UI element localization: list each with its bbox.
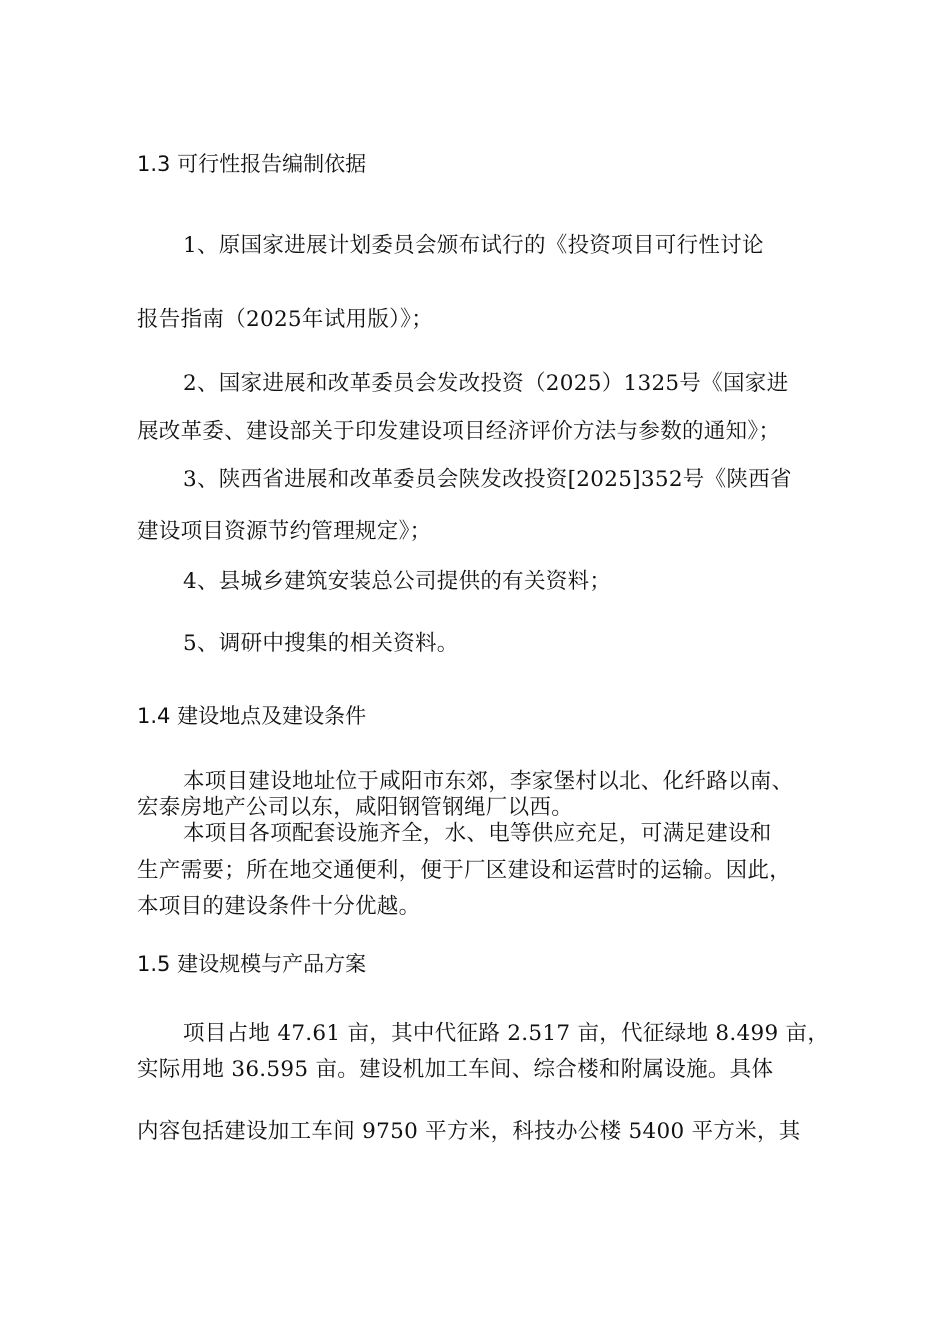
basis-item-2-line-1: 2、国家进展和改革委员会发改投资（2025）1325号《国家进 xyxy=(183,371,789,396)
location-para-2-line-3: 本项目的建设条件十分优越。 xyxy=(137,894,421,919)
basis-item-3-line-2: 建设项目资源节约管理规定》； xyxy=(137,519,432,544)
basis-item-3-line-1: 3、陕西省进展和改革委员会陕发改投资[2025]352号《陕西省 xyxy=(183,467,792,492)
scale-para-line-2: 实际用地 36.595 亩。建设机加工车间、综合楼和附属设施。具体 xyxy=(137,1057,774,1082)
scale-para-line-3: 内容包括建设加工车间 9750 平方米，科技办公楼 5400 平方米，其 xyxy=(137,1119,801,1144)
basis-item-1-line-1: 1、原国家进展计划委员会颁布试行的《投资项目可行性讨论 xyxy=(183,233,764,258)
basis-item-2-line-2: 展改革委、建设部关于印发建设项目经济评价方法与参数的通知》； xyxy=(137,419,781,444)
section-heading-1-5: 1.5 建设规模与产品方案 xyxy=(137,952,367,976)
location-para-1-line-2: 宏泰房地产公司以东，咸阳钢管钢绳厂以西。 xyxy=(137,795,574,820)
location-para-2-line-2: 生产需要；所在地交通便利，便于厂区建设和运营时的运输。因此， xyxy=(137,858,792,883)
location-para-2-line-1: 本项目各项配套设施齐全，水、电等供应充足，可满足建设和 xyxy=(183,821,772,846)
basis-item-1-line-2: 报告指南（2025年试用版）》； xyxy=(137,307,434,332)
scale-para-line-1: 项目占地 47.61 亩，其中代征路 2.517 亩，代征绿地 8.499 亩， xyxy=(183,1021,830,1046)
section-heading-1-3: 1.3 可行性报告编制依据 xyxy=(137,152,367,176)
section-heading-1-4: 1.4 建设地点及建设条件 xyxy=(137,704,367,728)
basis-item-4: 4、县城乡建筑安装总公司提供的有关资料； xyxy=(183,569,612,594)
basis-item-5: 5、调研中搜集的相关资料。 xyxy=(183,631,459,656)
location-para-1-line-1: 本项目建设地址位于咸阳市东郊，李家堡村以北、化纤路以南、 xyxy=(183,769,794,794)
